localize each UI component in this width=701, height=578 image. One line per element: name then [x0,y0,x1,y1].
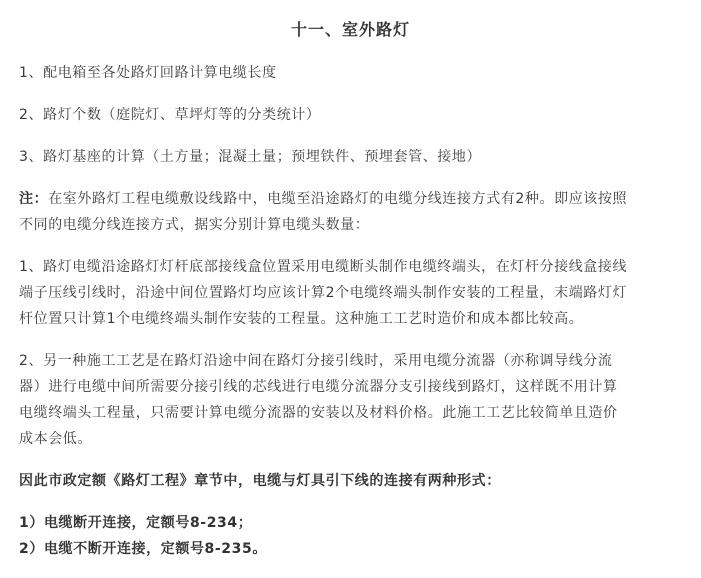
connection-form: 1）电缆断开连接，定额号8-234； [19,515,253,531]
paragraph-line: 器）进行电缆中间所需要分接引线的芯线进行电缆分流器分支引接线到路灯，这样既不用计算 [19,379,618,395]
paragraph-line: 1、路灯电缆沿途路灯灯杆底部接线盒位置采用电缆断头制作电缆终端头，在灯杆分接线盒接线 [19,259,628,275]
paragraph-line: 电缆终端头工程量，只需要计算电缆分流器的安装以及材料价格。此施工工艺比较简单且造价 [19,405,618,421]
note-text: 不同的电缆分线连接方式，据实分别计算电缆头数量： [19,217,370,233]
section-title: 十一、室外路灯 [290,20,410,39]
paragraph-line: 端子压线引线时，沿途中间位置路灯均应该计算2个电缆终端头制作安装的工程量，末端路灯灯 [19,285,628,301]
note-label: 注： [19,191,49,207]
list-item: 3、路灯基座的计算（土方量；混凝土量；预埋铁件、预埋套管、接地） [19,149,482,165]
note-text: 在室外路灯工程电缆敷设线路中，电缆至沿途路灯的电缆分线连接方式有2种。即应该按照 [48,191,628,207]
list-item: 2、路灯个数（庭院灯、草坪灯等的分类统计） [19,107,321,123]
note-paragraph [19,186,687,238]
paragraph-line: 杆位置只计算1个电缆终端头制作安装的工程量。这种施工工艺时造价和成本都比较高。 [19,311,584,327]
list-item: 1、配电箱至各处路灯回路计算电缆长度 [19,65,277,81]
paragraph-line: 2、另一种施工工艺是在路灯沿途中间在路灯分接引线时，采用电缆分流器（亦称调导线分流 [19,353,613,369]
conclusion-text: 因此市政定额《路灯工程》章节中，电缆与灯具引下线的连接有两种形式： [19,473,501,489]
paragraph-method-2 [19,348,687,452]
connection-form: 2）电缆不断开连接，定额号8-235。 [19,541,267,557]
paragraph-method-1 [19,254,687,332]
paragraph-line: 成本会低。 [19,431,92,447]
